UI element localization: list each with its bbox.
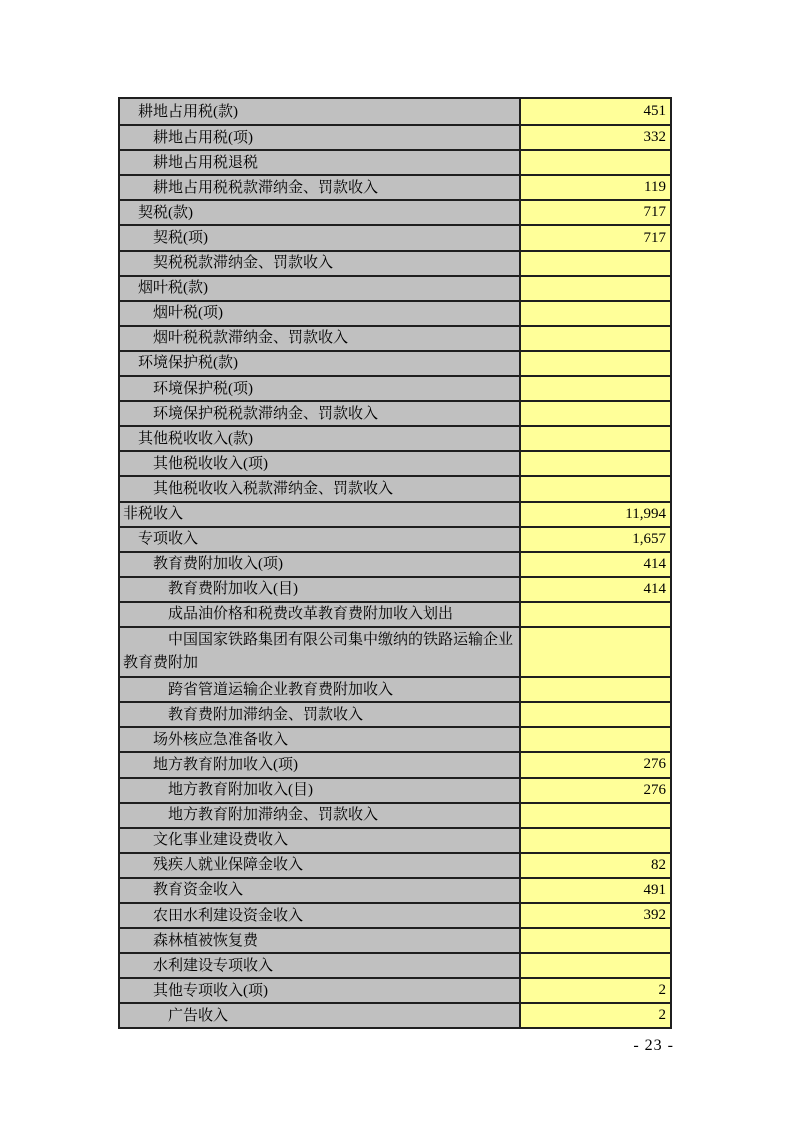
value-cell: 1,657 xyxy=(521,528,670,551)
item-label: 烟叶税税款滞纳金、罚款收入 xyxy=(153,330,349,347)
value-cell xyxy=(521,628,670,676)
item-label: 耕地占用税税款滞纳金、罚款收入 xyxy=(153,179,379,196)
value-cell xyxy=(521,954,670,977)
item-cell xyxy=(120,703,521,726)
item-label: 耕地占用税(项) xyxy=(153,129,253,146)
item-cell xyxy=(120,553,521,576)
table-row xyxy=(120,275,670,300)
item-cell xyxy=(120,427,521,450)
item-cell xyxy=(120,452,521,475)
item-label: 契税(项) xyxy=(153,230,208,247)
value-cell xyxy=(521,427,670,450)
item-label: 跨省管道运输企业教育费附加收入 xyxy=(168,681,394,698)
item-label: 场外核应急准备收入 xyxy=(153,731,289,748)
item-label: 专项收入 xyxy=(138,531,199,548)
value-cell: 414 xyxy=(521,578,670,601)
value-cell xyxy=(521,477,670,500)
table-row xyxy=(120,174,670,199)
value-cell: 414 xyxy=(521,553,670,576)
item-label: 耕地占用税(款) xyxy=(138,103,238,120)
item-label: 耕地占用税退税 xyxy=(153,154,259,171)
table-row xyxy=(120,977,670,1002)
value-cell: 2 xyxy=(521,979,670,1002)
item-cell xyxy=(120,176,521,199)
value-cell: 11,994 xyxy=(521,503,670,526)
value-cell: 717 xyxy=(521,226,670,249)
table-row xyxy=(120,124,670,149)
value-cell xyxy=(521,703,670,726)
item-label: 残疾人就业保障金收入 xyxy=(153,857,304,874)
item-cell xyxy=(120,352,521,375)
value-cell: 491 xyxy=(521,879,670,902)
item-label: 文化事业建设费收入 xyxy=(153,832,289,849)
item-label: 其他专项收入(项) xyxy=(153,982,268,999)
item-cell xyxy=(120,804,521,827)
item-label: 地方教育附加收入(目) xyxy=(168,782,313,799)
item-cell xyxy=(120,477,521,500)
value-cell: 82 xyxy=(521,854,670,877)
value-cell xyxy=(521,151,670,174)
table-row xyxy=(120,250,670,275)
item-label: 其他税收收入(款) xyxy=(138,430,253,447)
table-row xyxy=(120,927,670,952)
value-cell xyxy=(521,402,670,425)
item-cell xyxy=(120,854,521,877)
value-cell: 717 xyxy=(521,201,670,224)
table-row xyxy=(120,149,670,174)
table-row xyxy=(120,827,670,852)
table-row xyxy=(120,400,670,425)
item-label: 非税收入 xyxy=(123,506,184,523)
table-row xyxy=(120,425,670,450)
item-label: 教育资金收入 xyxy=(153,882,244,899)
item-cell xyxy=(120,377,521,400)
item-label: 环境保护税(项) xyxy=(153,380,253,397)
item-cell xyxy=(120,829,521,852)
table-row xyxy=(120,325,670,350)
table-row xyxy=(120,224,670,249)
item-label: 烟叶税(款) xyxy=(138,280,208,297)
budget-revenue-table xyxy=(118,97,672,1029)
page-number: - 23 - xyxy=(633,1037,674,1054)
item-label: 其他税收收入(项) xyxy=(153,455,268,472)
item-label: 烟叶税(项) xyxy=(153,305,223,322)
table-row xyxy=(120,777,670,802)
table-row xyxy=(120,601,670,626)
item-cell xyxy=(120,603,521,626)
item-cell xyxy=(120,327,521,350)
value-cell: 276 xyxy=(521,779,670,802)
item-label: 教育费附加滞纳金、罚款收入 xyxy=(168,706,364,723)
item-cell xyxy=(120,954,521,977)
value-cell: 332 xyxy=(521,126,670,149)
item-label: 其他税收收入税款滞纳金、罚款收入 xyxy=(153,480,394,497)
table-row xyxy=(120,1002,670,1027)
item-cell xyxy=(120,151,521,174)
item-cell xyxy=(120,226,521,249)
item-cell xyxy=(120,678,521,701)
value-cell xyxy=(521,804,670,827)
table-row xyxy=(120,802,670,827)
value-cell: 119 xyxy=(521,176,670,199)
item-cell xyxy=(120,302,521,325)
item-cell xyxy=(120,201,521,224)
table-row xyxy=(120,300,670,325)
table-row xyxy=(120,952,670,977)
item-label: 广告收入 xyxy=(168,1007,229,1024)
value-cell: 392 xyxy=(521,904,670,927)
item-cell xyxy=(120,628,521,676)
table-row xyxy=(120,676,670,701)
table-row xyxy=(120,551,670,576)
value-cell xyxy=(521,277,670,300)
item-cell xyxy=(120,904,521,927)
table-row xyxy=(120,375,670,400)
item-label: 森林植被恢复费 xyxy=(153,932,259,949)
value-cell xyxy=(521,603,670,626)
item-cell xyxy=(120,979,521,1002)
item-label: 环境保护税(款) xyxy=(138,355,238,372)
table-row xyxy=(120,877,670,902)
value-cell xyxy=(521,352,670,375)
item-label: 地方教育附加收入(项) xyxy=(153,756,298,773)
value-cell: 451 xyxy=(521,99,670,124)
table-row xyxy=(120,526,670,551)
value-cell xyxy=(521,829,670,852)
item-cell xyxy=(120,277,521,300)
item-label: 成品油价格和税费改革教育费附加收入划出 xyxy=(168,606,454,623)
item-label: 地方教育附加滞纳金、罚款收入 xyxy=(168,807,379,824)
item-cell xyxy=(120,402,521,425)
table-row xyxy=(120,475,670,500)
value-cell xyxy=(521,327,670,350)
item-label: 教育费附加收入(项) xyxy=(153,556,283,573)
item-label: 契税税款滞纳金、罚款收入 xyxy=(153,255,334,272)
table-row xyxy=(120,99,670,124)
table-row xyxy=(120,701,670,726)
value-cell: 276 xyxy=(521,753,670,776)
value-cell xyxy=(521,678,670,701)
value-cell xyxy=(521,452,670,475)
item-label: 农田水利建设资金收入 xyxy=(153,907,304,924)
table-row xyxy=(120,726,670,751)
item-cell xyxy=(120,929,521,952)
item-cell xyxy=(120,578,521,601)
item-cell xyxy=(120,528,521,551)
item-cell xyxy=(120,728,521,751)
table-row xyxy=(120,350,670,375)
item-label: 契税(款) xyxy=(138,204,193,221)
item-label: 中国国家铁路集团有限公司集中缴纳的铁路运输企业教育费附加 xyxy=(123,632,514,672)
item-cell xyxy=(120,503,521,526)
item-cell xyxy=(120,779,521,802)
value-cell xyxy=(521,302,670,325)
item-label: 环境保护税税款滞纳金、罚款收入 xyxy=(153,405,379,422)
table-row xyxy=(120,902,670,927)
table-row xyxy=(120,199,670,224)
item-cell xyxy=(120,1004,521,1027)
item-cell xyxy=(120,126,521,149)
value-cell xyxy=(521,252,670,275)
item-label: 教育费附加收入(目) xyxy=(168,581,298,598)
table-row xyxy=(120,852,670,877)
table-row xyxy=(120,501,670,526)
value-cell: 2 xyxy=(521,1004,670,1027)
item-cell xyxy=(120,252,521,275)
table-row xyxy=(120,751,670,776)
item-cell xyxy=(120,879,521,902)
value-cell xyxy=(521,929,670,952)
item-cell xyxy=(120,99,521,124)
table-row xyxy=(120,450,670,475)
table-row xyxy=(120,576,670,601)
item-cell xyxy=(120,753,521,776)
item-label: 水利建设专项收入 xyxy=(153,957,274,974)
value-cell xyxy=(521,377,670,400)
value-cell xyxy=(521,728,670,751)
table-row xyxy=(120,626,670,676)
